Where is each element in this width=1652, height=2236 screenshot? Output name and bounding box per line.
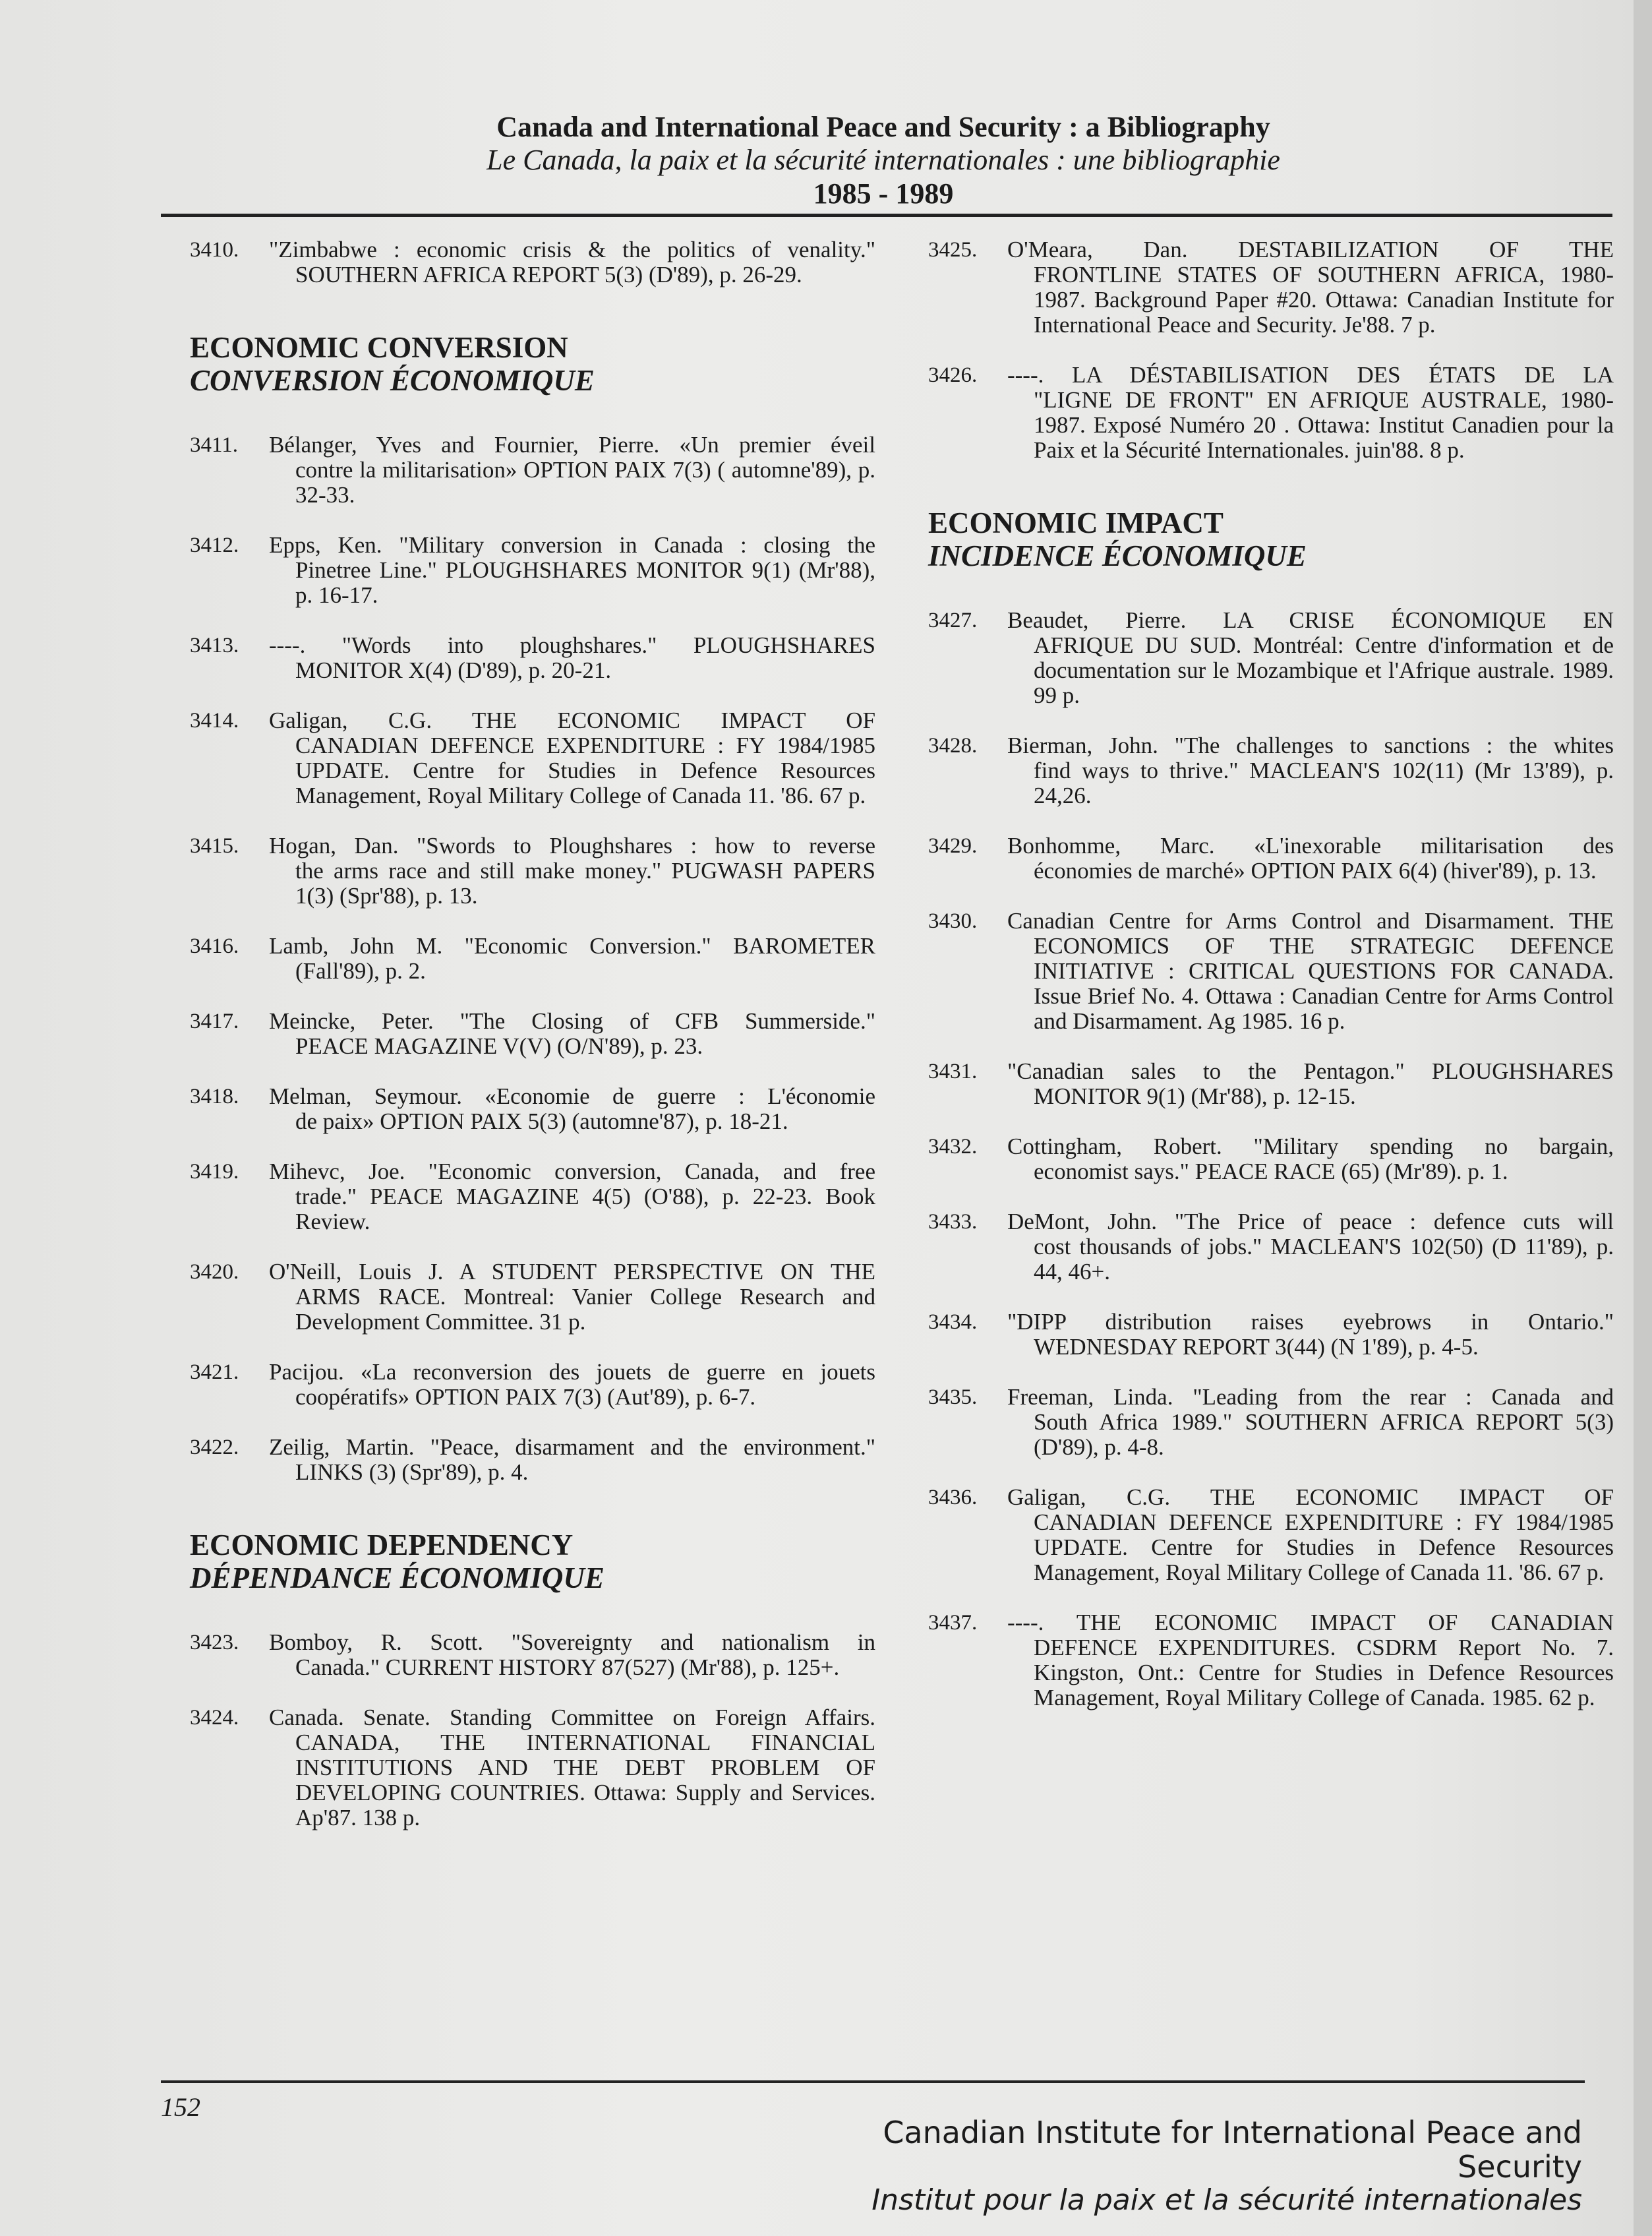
- entry-number: 3411.: [190, 433, 239, 457]
- entry-number: 3416.: [190, 934, 239, 958]
- section-heading-en: ECONOMIC CONVERSION: [190, 331, 568, 364]
- entry-first-line: O'Meara, Dan. DESTABILIZATION OF THE: [1007, 237, 1614, 262]
- bib-entry: [190, 237, 875, 287]
- left-column: [190, 237, 875, 1856]
- footer-rule: [161, 2080, 1585, 2083]
- bib-entry: [928, 1610, 1614, 1710]
- entry-first-line: Zeilig, Martin. "Peace, disarmament and the environment.": [269, 1434, 875, 1460]
- entry-first-line: Cottingham, Robert. "Military spending no bargain,: [1007, 1133, 1614, 1159]
- entry-number: 3432.: [928, 1135, 978, 1159]
- entry-number: 3410.: [190, 238, 239, 262]
- title-years: 1985 - 1989: [813, 177, 954, 210]
- entry-continuation: the arms race and still make money." PUGWASH PAPERS 1(3) (Spr'88), p. 13.: [295, 858, 875, 909]
- entry-continuation: Canada." CURRENT HISTORY 87(527) (Mr'88), p. 125+.: [295, 1654, 840, 1680]
- bib-entry: [928, 1385, 1614, 1460]
- entry-number: 3428.: [928, 734, 978, 758]
- entry-continuation: PEACE MAGAZINE V(V) (O/N'89), p. 23.: [295, 1033, 703, 1059]
- section-heading-fr: INCIDENCE ÉCONOMIQUE: [928, 539, 1307, 572]
- entry-number: 3431.: [928, 1060, 978, 1083]
- entry-number: 3422.: [190, 1435, 239, 1459]
- title-french: Le Canada, la paix et la sécurité internationales : une bibliographie: [487, 144, 1280, 176]
- entry-number: 3435.: [928, 1385, 978, 1409]
- bib-entry: [190, 1435, 875, 1485]
- bib-entry: [190, 1360, 875, 1410]
- entry-number: 3424.: [190, 1706, 239, 1730]
- entry-number: 3420.: [190, 1260, 239, 1284]
- entry-first-line: Canadian Centre for Arms Control and Disarmament. THE: [1007, 908, 1614, 934]
- footer-org-english: Canadian Institute for International Peace and Security: [883, 2115, 1582, 2185]
- entry-first-line: "Zimbabwe : economic crisis & the politics of venality.": [269, 237, 875, 262]
- entry-continuation: find ways to thrive." MACLEAN'S 102(11) (Mr 13'89), p. 24,26.: [1034, 758, 1614, 808]
- entry-number: 3414.: [190, 709, 239, 733]
- entry-first-line: Galigan, C.G. THE ECONOMIC IMPACT OF: [269, 708, 875, 733]
- entry-continuation: cost thousands of jobs." MACLEAN'S 102(50) (D 11'89), p. 44, 46+.: [1034, 1234, 1614, 1284]
- bib-entry: [928, 237, 1614, 338]
- entry-continuation: ARMS RACE. Montreal: Vanier College Research and Development Committee. 31 p.: [295, 1284, 875, 1335]
- entry-number: 3427.: [928, 609, 978, 632]
- entry-continuation: WEDNESDAY REPORT 3(44) (N 1'89), p. 4-5.: [1034, 1334, 1479, 1360]
- entry-number: 3434.: [928, 1310, 978, 1334]
- entry-number: 3417.: [190, 1010, 239, 1033]
- bib-entry: [928, 363, 1614, 463]
- entry-first-line: "DIPP distribution raises eyebrows in Ontario.": [1007, 1309, 1614, 1335]
- entry-first-line: Mihevc, Joe. "Economic conversion, Canada, and free: [269, 1159, 875, 1184]
- entry-number: 3415.: [190, 834, 239, 858]
- bib-entry: [190, 934, 875, 984]
- section-heading-economic-conversion: [190, 331, 875, 397]
- page-footer: [837, 2115, 1582, 2217]
- bib-entry: [190, 633, 875, 683]
- bib-entry: [928, 1134, 1614, 1184]
- entry-continuation: contre la militarisation» OPTION PAIX 7(3) ( automne'89), p. 32-33.: [295, 457, 875, 508]
- bib-entry: [928, 833, 1614, 884]
- entry-continuation: DEFENCE EXPENDITURES. CSDRM Report No. 7. Kingston, Ont.: Centre for Studies in Defence Resources Management, Royal Military College of Canada. 1985. 62 p.: [1034, 1635, 1614, 1710]
- entry-continuation: AFRIQUE DU SUD. Montréal: Centre d'information et de documentation sur le Mozambique et l'Afrique australe. 1989. 99 p.: [1034, 632, 1614, 708]
- entry-number: 3421.: [190, 1360, 239, 1384]
- bib-entry: [928, 909, 1614, 1034]
- entry-continuation: LINKS (3) (Spr'89), p. 4.: [295, 1459, 529, 1485]
- entry-continuation: coopératifs» OPTION PAIX 7(3) (Aut'89), p. 6-7.: [295, 1384, 756, 1410]
- entry-first-line: Bierman, John. "The challenges to sanctions : the whites: [1007, 733, 1614, 758]
- bib-entry: [190, 833, 875, 909]
- entry-continuation: MONITOR X(4) (D'89), p. 20-21.: [295, 657, 612, 683]
- bib-entry: [190, 1705, 875, 1830]
- bib-entry: [190, 1630, 875, 1680]
- entry-continuation: trade." PEACE MAGAZINE 4(5) (O'88), p. 22-23. Book Review.: [295, 1184, 875, 1234]
- bib-entry: [928, 608, 1614, 708]
- bib-entry: [190, 1159, 875, 1234]
- entry-first-line: ----. THE ECONOMIC IMPACT OF CANADIAN: [1007, 1610, 1614, 1635]
- entry-number: 3430.: [928, 909, 978, 933]
- header-rule: [161, 214, 1612, 217]
- bib-entry: [928, 1209, 1614, 1284]
- entry-first-line: Meincke, Peter. "The Closing of CFB Summerside.": [269, 1008, 875, 1034]
- footer-org-french: Institut pour la paix et la sécurité internationales: [871, 2183, 1582, 2217]
- entry-continuation: economist says." PEACE RACE (65) (Mr'89). p. 1.: [1034, 1159, 1508, 1184]
- entry-continuation: FRONTLINE STATES OF SOUTHERN AFRICA, 1980-1987. Background Paper #20. Ottawa: Canadian Institute for International Peace and Security. Je'88. 7 p.: [1034, 262, 1614, 338]
- entry-first-line: Canada. Senate. Standing Committee on Foreign Affairs.: [269, 1705, 875, 1730]
- entry-first-line: "Canadian sales to the Pentagon." PLOUGHSHARES: [1007, 1058, 1614, 1084]
- entry-continuation: Pinetree Line." PLOUGHSHARES MONITOR 9(1) (Mr'88), p. 16-17.: [295, 557, 875, 608]
- entry-continuation: SOUTHERN AFRICA REPORT 5(3) (D'89), p. 26-29.: [295, 262, 802, 287]
- entry-first-line: Lamb, John M. "Economic Conversion." BAROMETER: [269, 933, 875, 959]
- entry-first-line: Pacijou. «La reconversion des jouets de guerre en jouets: [269, 1359, 875, 1385]
- title-english: Canada and International Peace and Security : a Bibliography: [496, 111, 1270, 143]
- entry-first-line: ----. "Words into ploughshares." PLOUGHSHARES: [269, 632, 875, 658]
- bib-entry: [928, 733, 1614, 808]
- entry-first-line: Freeman, Linda. "Leading from the rear : Canada and: [1007, 1384, 1614, 1410]
- bib-entry: [190, 1084, 875, 1134]
- entry-continuation: ECONOMICS OF THE STRATEGIC DEFENCE INITIATIVE : CRITICAL QUESTIONS FOR CANADA. Issue Brief No. 4. Ottawa : Canadian Centre for Arms Control and Disarmament. Ag 1985. 16 p.: [1034, 933, 1614, 1034]
- entry-number: 3423.: [190, 1631, 239, 1654]
- bib-entry: [190, 433, 875, 508]
- entry-first-line: DeMont, John. "The Price of peace : defence cuts will: [1007, 1209, 1614, 1234]
- bib-entry: [190, 1259, 875, 1335]
- entry-continuation: économies de marché» OPTION PAIX 6(4) (hiver'89), p. 13.: [1034, 858, 1597, 884]
- section-heading-economic-dependency: [190, 1528, 875, 1594]
- right-column: [928, 237, 1614, 1736]
- entry-continuation: South Africa 1989." SOUTHERN AFRICA REPORT 5(3) (D'89), p. 4-8.: [1034, 1409, 1614, 1460]
- entry-first-line: Bonhomme, Marc. «L'inexorable militarisation des: [1007, 833, 1614, 859]
- entry-continuation: CANADIAN DEFENCE EXPENDITURE : FY 1984/1985 UPDATE. Centre for Studies in Defence Resources Management, Royal Military College of Canada 11. '86. 67 p.: [295, 733, 875, 808]
- section-heading-economic-impact: [928, 506, 1614, 572]
- entry-first-line: Melman, Seymour. «Economie de guerre : L'économie: [269, 1083, 875, 1109]
- entry-continuation: "LIGNE DE FRONT" EN AFRIQUE AUSTRALE, 1980-1987. Exposé Numéro 20 . Ottawa: Institut Canadien pour la Paix et la Sécurité Internationales. juin'88. 8 p.: [1034, 387, 1614, 463]
- entry-number: 3425.: [928, 238, 978, 262]
- entry-number: 3436.: [928, 1486, 978, 1509]
- bib-entry: [190, 1009, 875, 1059]
- page-edge: [1634, 0, 1652, 2236]
- entry-continuation: CANADA, THE INTERNATIONAL FINANCIAL INSTITUTIONS AND THE DEBT PROBLEM OF DEVELOPING COUNTRIES. Ottawa: Supply and Services. Ap'87. 138 p.: [295, 1730, 875, 1830]
- entry-first-line: Galigan, C.G. THE ECONOMIC IMPACT OF: [1007, 1484, 1614, 1510]
- entry-number: 3433.: [928, 1210, 978, 1234]
- entry-continuation: MONITOR 9(1) (Mr'88), p. 12-15.: [1034, 1083, 1356, 1109]
- bib-entry: [190, 708, 875, 808]
- entry-number: 3413.: [190, 634, 239, 657]
- section-heading-en: ECONOMIC IMPACT: [928, 506, 1224, 539]
- section-heading-fr: DÉPENDANCE ÉCONOMIQUE: [190, 1561, 605, 1594]
- entry-number: 3426.: [928, 363, 978, 387]
- entry-number: 3419.: [190, 1160, 239, 1184]
- entry-number: 3437.: [928, 1611, 978, 1635]
- entry-first-line: ----. LA DÉSTABILISATION DES ÉTATS DE LA: [1007, 362, 1614, 388]
- entry-continuation: de paix» OPTION PAIX 5(3) (automne'87), p. 18-21.: [295, 1108, 788, 1134]
- entry-first-line: O'Neill, Louis J. A STUDENT PERSPECTIVE ON THE: [269, 1259, 875, 1284]
- entry-first-line: Bélanger, Yves and Fournier, Pierre. «Un premier éveil: [269, 432, 875, 458]
- entry-first-line: Beaudet, Pierre. LA CRISE ÉCONOMIQUE EN: [1007, 607, 1614, 633]
- section-heading-fr: CONVERSION ÉCONOMIQUE: [190, 364, 595, 397]
- entry-number: 3429.: [928, 834, 978, 858]
- entry-continuation: CANADIAN DEFENCE EXPENDITURE : FY 1984/1985 UPDATE. Centre for Studies in Defence Resources Management, Royal Military College of Canada 11. '86. 67 p.: [1034, 1509, 1614, 1585]
- bib-entry: [190, 533, 875, 608]
- entry-number: 3412.: [190, 533, 239, 557]
- page-number: 152: [161, 2092, 200, 2122]
- entry-first-line: Hogan, Dan. "Swords to Ploughshares : how to reverse: [269, 833, 875, 859]
- entry-continuation: (Fall'89), p. 2.: [295, 958, 426, 984]
- bib-entry: [928, 1485, 1614, 1585]
- entry-number: 3418.: [190, 1085, 239, 1108]
- bib-entry: [928, 1059, 1614, 1109]
- bib-entry: [928, 1310, 1614, 1360]
- page-header: [158, 111, 1608, 211]
- entry-first-line: Epps, Ken. "Military conversion in Canada : closing the: [269, 532, 875, 558]
- entry-first-line: Bomboy, R. Scott. "Sovereignty and nationalism in: [269, 1629, 875, 1655]
- section-heading-en: ECONOMIC DEPENDENCY: [190, 1528, 574, 1561]
